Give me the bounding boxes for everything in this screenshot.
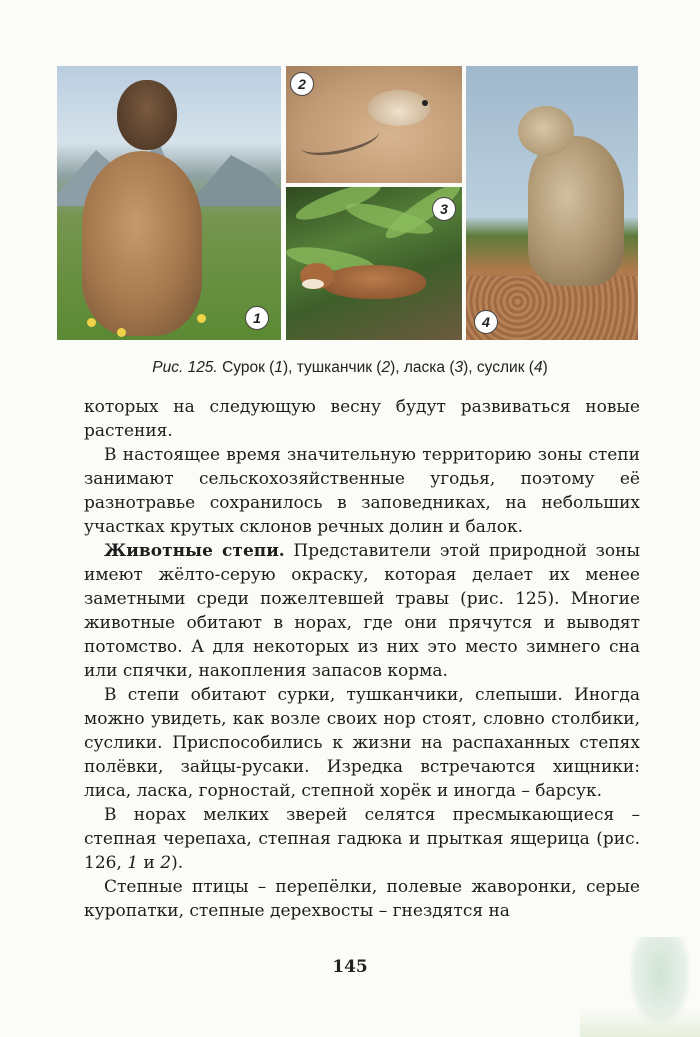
corner-decoration bbox=[580, 897, 700, 1037]
photo-number-badge: 4 bbox=[474, 310, 498, 334]
page-number: 145 bbox=[332, 957, 368, 977]
paragraph: В настоящее время значительную территорию зоны степи занимают сельскохозяйственные угодья, поэтому её разнотравье сохранилось в заповедниках, на небольших участках крутых склонов речных долин и балок. bbox=[84, 445, 640, 537]
weasel-illustration bbox=[322, 265, 426, 299]
marmot-illustration bbox=[82, 151, 202, 336]
paragraph: которых на следующую весну будут развиваться новые растения. bbox=[84, 397, 640, 441]
section-heading: Животные степи. bbox=[104, 541, 285, 561]
photo-number-badge: 3 bbox=[432, 197, 456, 221]
body-text bbox=[84, 395, 640, 923]
photo-jerboa bbox=[286, 66, 462, 183]
caption-label: Рис. 125. bbox=[152, 359, 218, 376]
paragraph: В степи обитают сурки, тушканчики, слепыши. Иногда можно увидеть, как возле своих нор стоят, словно столбики, суслики. Приспособились к жизни на распаханных степях полёвки, зайцы-русаки. Изредка встречаются хищники: лиса, ласка, горностай, степной хорёк и иногда – барсук. bbox=[84, 685, 640, 801]
paragraph: Животные степи. Представители этой природной зоны имеют жёлто-серую окраску, которая делает их менее заметными среди пожелтевшей травы (рис. 125). Многие животные обитают в норах, где они прячутся и выводят потомство. А для некоторых из них это место зимнего сна или спячки, накопления запасов корма. bbox=[84, 541, 640, 681]
photo-number-badge: 1 bbox=[245, 306, 269, 330]
photo-marmot bbox=[57, 66, 281, 340]
ground-squirrel-illustration bbox=[528, 136, 624, 286]
paragraph: Степные птицы – перепёлки, полевые жаворонки, серые куропатки, степные дерехвосты – гнездятся на bbox=[84, 877, 640, 921]
photo-ground-squirrel bbox=[466, 66, 638, 340]
photo-weasel bbox=[286, 187, 462, 340]
paragraph: В норах мелких зверей селятся пресмыкающиеся – степная черепаха, степная гадюка и прыткая ящерица (рис. 126, 1 и 2). bbox=[84, 805, 640, 873]
photo-number-badge: 2 bbox=[290, 72, 314, 96]
jerboa-illustration bbox=[368, 90, 430, 126]
figure-caption: Рис. 125. Сурок (1), тушканчик (2), ласка (3), суслик (4) bbox=[152, 359, 548, 376]
